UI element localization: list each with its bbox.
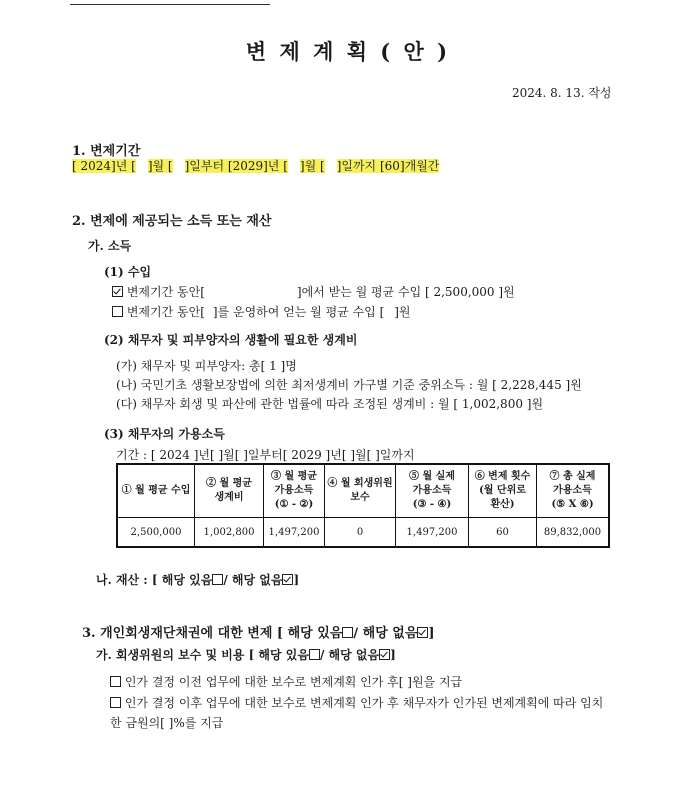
available-income-period: 기간 : [ 2024 ]년[ ]월[ ]일부터[ 2029 ]년[ ]월[ ]일까지: [116, 448, 415, 462]
available-income-heading: (3) 채무자의 가용소득: [104, 427, 225, 441]
cell-monthly-income: 2,500,000: [117, 518, 195, 548]
col-header-living-cost: ② 월 평균 생계비: [195, 464, 264, 518]
pre-approval-fee-checkbox[interactable]: [110, 676, 121, 687]
adjusted-living-cost-line: (다) 채무자 회생 및 파산에 관한 법률에 따라 조정된 생계비 : 월 [ 1,002,800 ]원: [116, 397, 544, 411]
section-3-label-b: / 해당 없음: [353, 626, 418, 641]
trustee-fee-no-checkbox[interactable]: [379, 649, 390, 660]
post-approval-fee-checkbox[interactable]: [110, 697, 121, 708]
post-approval-fee-continuation: 한 금원의[ ]%를 지급: [110, 716, 224, 730]
business-label-b: ]를 운영하여 얻는 월 평균 수입 [: [212, 305, 385, 319]
col-header-total-available-income: ⑦ 총 실제 가용소득 (⑤ X ⑥): [537, 464, 610, 518]
document-title: 변 제 계 획 ( 안 ): [245, 39, 451, 64]
salary-checkbox[interactable]: [112, 286, 123, 297]
start-year-suffix: ]년 [: [111, 159, 136, 173]
income-subheading: 가. 소득: [88, 239, 132, 253]
salary-label-b: ]에서 받는 월 평균 수입 [ 2,500,000 ]원: [296, 285, 515, 299]
section-2-heading: 2. 변제에 제공되는 소득 또는 재산: [72, 214, 272, 229]
dependents-line: (가) 채무자 및 피부양자: 총[ 1 ]명: [116, 359, 297, 373]
end-day-suffix: ]일까지 [: [336, 159, 385, 173]
col-header-trustee-fee: ④ 월 회생위원 보수: [325, 464, 396, 518]
end-year: 2029: [232, 159, 264, 173]
estate-claims-yes-checkbox[interactable]: [342, 627, 353, 638]
repayment-period-line: [72, 157, 439, 174]
available-income-table: [116, 463, 610, 548]
section-3-label-c: ]: [428, 626, 435, 641]
property-line: [96, 571, 299, 588]
table-header-row: [117, 464, 609, 518]
cell-total-available-income: 89,832,000: [537, 518, 610, 548]
cell-living-cost: 1,002,800: [195, 518, 264, 548]
trustee-fee-label-b: / 해당 없음: [319, 648, 380, 662]
cell-actual-available-income: 1,497,200: [396, 518, 469, 548]
end-year-suffix: ]년 [: [263, 159, 288, 173]
median-income-line: (나) 국민기초 생활보장법에 의한 최저생계비 가구별 기준 중위소득 : 월 [ 2,228,445 ]원: [116, 378, 582, 392]
living-cost-heading: (2) 채무자 및 피부양자의 생활에 필요한 생계비: [104, 333, 358, 347]
col-header-available-income: ③ 월 평균 가용소득 (① - ②): [264, 464, 325, 518]
end-month-suffix: ]월 [: [299, 159, 325, 173]
start-year: 2024: [80, 159, 112, 173]
business-checkbox[interactable]: [112, 306, 123, 317]
cell-available-income: 1,497,200: [264, 518, 325, 548]
section-3-heading: [82, 622, 435, 641]
col-header-monthly-income: ① 월 평균 수입: [117, 464, 195, 518]
top-rule: [70, 4, 270, 5]
cell-repayment-count: 60: [469, 518, 537, 548]
pre-approval-fee-label: 인가 결정 이전 업무에 대한 보수로 변제계획 인가 후[ ]원을 지급: [124, 675, 463, 689]
business-income-line: [112, 303, 411, 320]
trustee-fee-line: [96, 646, 396, 663]
property-yes-checkbox[interactable]: [212, 574, 223, 585]
period-open-bracket: [: [72, 159, 81, 173]
salary-income-line: [112, 283, 515, 300]
trustee-fee-label-a: 가. 회생위원의 보수 및 비용 [ 해당 있음: [96, 648, 309, 662]
post-approval-fee-line: [110, 694, 603, 711]
property-no-checkbox[interactable]: [282, 574, 293, 585]
document-date: 2024. 8. 13. 작성: [512, 86, 612, 100]
salary-label-a: 변제기간 동안[: [126, 285, 205, 299]
business-label-c: ]원: [394, 305, 411, 319]
section-3-label-a: 3. 개인회생재단채권에 대한 변제 [ 해당 있음: [82, 626, 343, 641]
start-month-suffix: ]월 [: [147, 159, 173, 173]
property-label-a: 나. 재산 : [ 해당 있음: [96, 573, 213, 587]
total-months: 60: [384, 159, 400, 173]
start-day-suffix: ]일부터 [: [184, 159, 233, 173]
table-row: [117, 518, 609, 548]
property-label-b: / 해당 없음: [223, 573, 283, 587]
property-label-c: ]: [293, 573, 300, 587]
col-header-actual-available-income: ⑤ 월 실제 가용소득 (③ - ④): [396, 464, 469, 518]
cell-trustee-fee: 0: [325, 518, 396, 548]
estate-claims-no-checkbox[interactable]: [417, 627, 428, 638]
trustee-fee-label-c: ]: [390, 648, 396, 662]
business-label-a: 변제기간 동안[: [126, 305, 205, 319]
section-1-heading: 1. 변제기간: [72, 144, 141, 159]
trustee-fee-yes-checkbox[interactable]: [309, 649, 320, 660]
pre-approval-fee-line: [110, 673, 462, 690]
post-approval-fee-label: 인가 결정 이후 업무에 대한 보수로 변제계획 인가 후 채무자가 인가된 변제계획에 따라 임치: [124, 696, 604, 710]
col-header-repayment-count: ⑥ 변제 횟수 (월 단위로 환산): [469, 464, 537, 518]
total-months-suffix: ]개월간: [399, 159, 440, 173]
income-heading: (1) 수입: [104, 265, 152, 279]
